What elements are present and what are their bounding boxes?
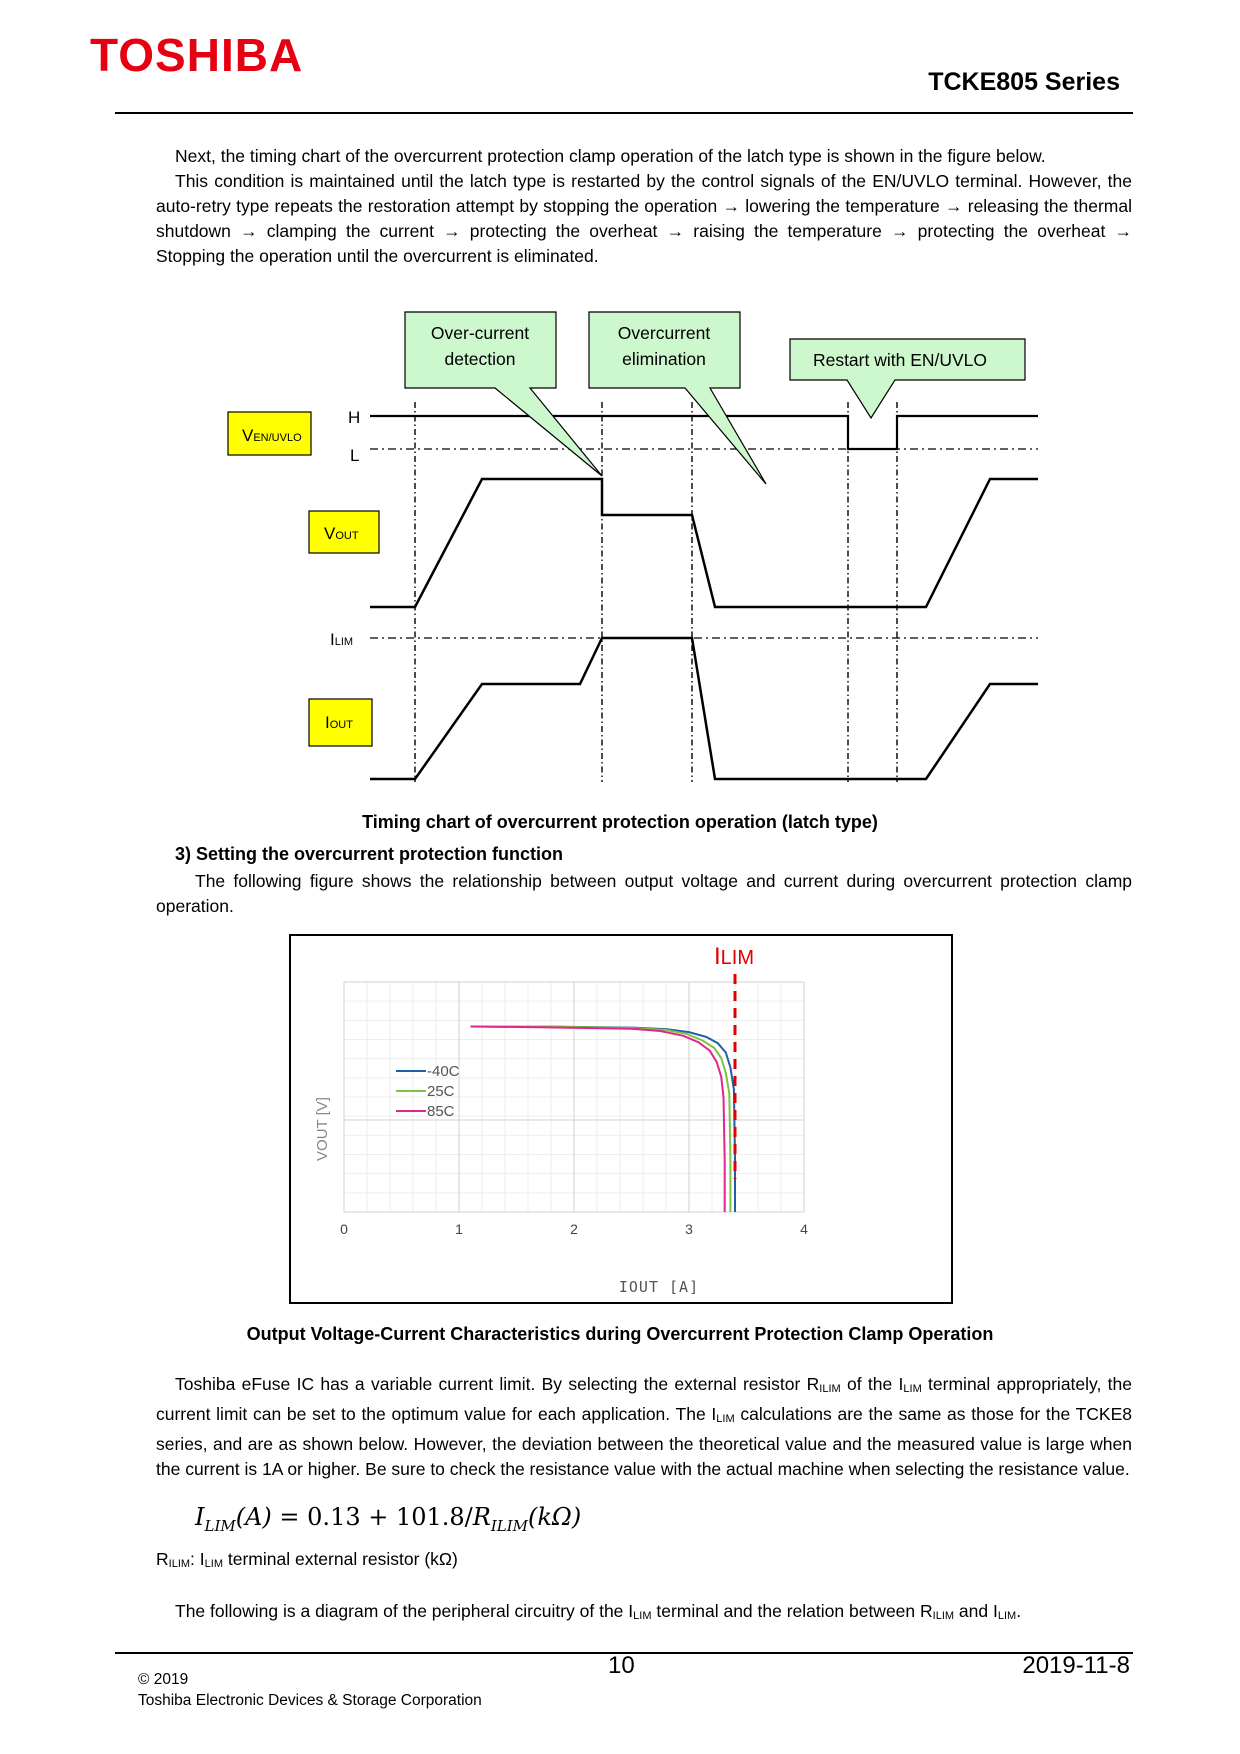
formula-rhs-main: R (472, 1503, 491, 1531)
body2-i-main-2: I (711, 1404, 717, 1424)
note-i-sub: LIM (204, 1558, 223, 1570)
iout-waveform (370, 638, 1038, 779)
ilim-formula (195, 1503, 581, 1535)
x-tick-label: 4 (800, 1221, 808, 1237)
formula-lhs-unit: (A) (235, 1503, 272, 1531)
formula-lhs-sub: LIM (204, 1516, 236, 1535)
page-number: 10 (608, 1652, 635, 1679)
vout-label: VOUT (324, 524, 359, 543)
section-3-heading: 3) Setting the overcurrent protection function (175, 844, 564, 864)
closing-r-main: R (920, 1601, 933, 1621)
vout-waveform (370, 479, 1038, 607)
body2-b: of the (840, 1374, 899, 1394)
callout1-line2: detection (444, 349, 516, 369)
en-uvlo-waveform (370, 416, 1038, 449)
timing-chart (0, 300, 1240, 800)
iout-label: IOUT (325, 713, 353, 732)
closing-i2-main: I (992, 1601, 998, 1621)
body2-i-main: I (898, 1374, 904, 1394)
vi-chart-caption: Output Voltage-Current Characteristics during Overcurrent Protection Clamp Operation (246, 1324, 994, 1344)
body2-i-sub-2: LIM (716, 1413, 735, 1425)
note-r-main: R (156, 1549, 169, 1569)
callout2-line1: Overcurrent (617, 323, 711, 343)
closing-i2-sub: LIM (997, 1610, 1017, 1622)
intro-paragraph (156, 144, 1132, 269)
closing-r-sub: ILIM (932, 1610, 955, 1622)
y-axis-label: VOUT [V] (314, 1097, 331, 1161)
series-title: TCKE805 Series (928, 68, 1120, 96)
note-colon: : (190, 1549, 200, 1569)
body2-d: calculations are the same as those for the TCKE8 series, and are as shown below. However, the deviation between the theoretical value and the measured value is large when the current is 1A or higher. Be sure to check the resistance value with the actual machine when selecting the resistance value. (156, 1404, 1133, 1479)
chart-legend (396, 1063, 460, 1120)
body2-a: Toshiba eFuse IC has a variable current limit. By selecting the external resistor (175, 1374, 807, 1394)
closing-d: . (1016, 1601, 1022, 1621)
h-level-label: H (348, 408, 361, 427)
body2-r-main: R (806, 1374, 820, 1394)
note-r-sub: ILIM (168, 1558, 191, 1570)
x-tick-label: 2 (570, 1221, 578, 1237)
x-axis-label: IOUT [A] (618, 1278, 700, 1296)
callout2-line2: elimination (622, 349, 706, 369)
resistor-note (156, 1549, 458, 1570)
formula-rhs-const: = 0.13 + 101.8/ (271, 1503, 473, 1531)
formula-rhs-sub: ILIM (490, 1516, 529, 1535)
section-3-text (156, 869, 1132, 919)
en-uvlo-label: VEN/UVLO (242, 426, 302, 445)
legend-label--40C: -40C (427, 1063, 460, 1080)
intro-line-2: This condition is maintained until the latch type is restarted by the control signals of the EN/UVLO terminal. However, the auto-retry type repeats the restoration attempt by stopping the operation → lowering the temperature → releasing the thermal shutdown → clamping the current → protecting the overheat → raising the temperature → protecting the overheat → Stopping the operation until the overcurrent is eliminated. (156, 171, 1132, 266)
callout3-text: Restart with EN/UVLO (812, 350, 988, 370)
body2-r-sub: ILIM (819, 1383, 841, 1395)
legend-label-25C: 25C (427, 1083, 455, 1100)
formula-lhs-main: I (195, 1503, 205, 1531)
x-tick-label: 1 (455, 1221, 463, 1237)
closing-i-main: I (628, 1601, 634, 1621)
x-tick-label: 3 (685, 1221, 693, 1237)
section-3-paragraph: The following figure shows the relationship between output voltage and current during overcurrent protection clamp operation. (156, 871, 1132, 916)
closing-c: and (954, 1601, 993, 1621)
footer-date: 2019-11-8 (1022, 1652, 1130, 1679)
ilim-level-label: ILIM (330, 630, 354, 649)
header-rule (115, 112, 1133, 114)
l-level-label: L (350, 446, 360, 465)
callout1-line1: Over-current (430, 323, 530, 343)
body2-c: terminal appropriately, the current limit can be set to the optimum value for each application. The (156, 1374, 1132, 1424)
ilim-annotation: ILIM (714, 943, 755, 970)
timing-chart-caption: Timing chart of overcurrent protection operation (latch type) (362, 812, 878, 832)
chart-frame (290, 935, 952, 1303)
body2-i-sub: LIM (903, 1383, 922, 1395)
footer-company: Toshiba Electronic Devices & Storage Corporation (138, 1692, 482, 1709)
closing-a: The following is a diagram of the peripheral circuitry of the (175, 1601, 629, 1621)
x-tick-label: 0 (340, 1221, 348, 1237)
footer-copyright: © 2019 (138, 1671, 189, 1688)
closing-b: terminal and the relation between (651, 1601, 920, 1621)
body-paragraph-2 (156, 1372, 1132, 1482)
toshiba-logo: TOSHIBA (90, 29, 304, 81)
closing-paragraph (156, 1599, 1132, 1629)
note-rest: terminal external resistor (kΩ) (223, 1549, 458, 1569)
formula-rhs-unit: (kΩ) (528, 1503, 582, 1531)
intro-line-1: Next, the timing chart of the overcurrent protection clamp operation of the latch type is shown in the figure below. (175, 146, 1046, 166)
closing-i-sub: LIM (633, 1610, 652, 1622)
note-i-main: I (199, 1549, 205, 1569)
legend-label-85C: 85C (427, 1103, 455, 1120)
vi-characteristic-chart (289, 934, 953, 1304)
